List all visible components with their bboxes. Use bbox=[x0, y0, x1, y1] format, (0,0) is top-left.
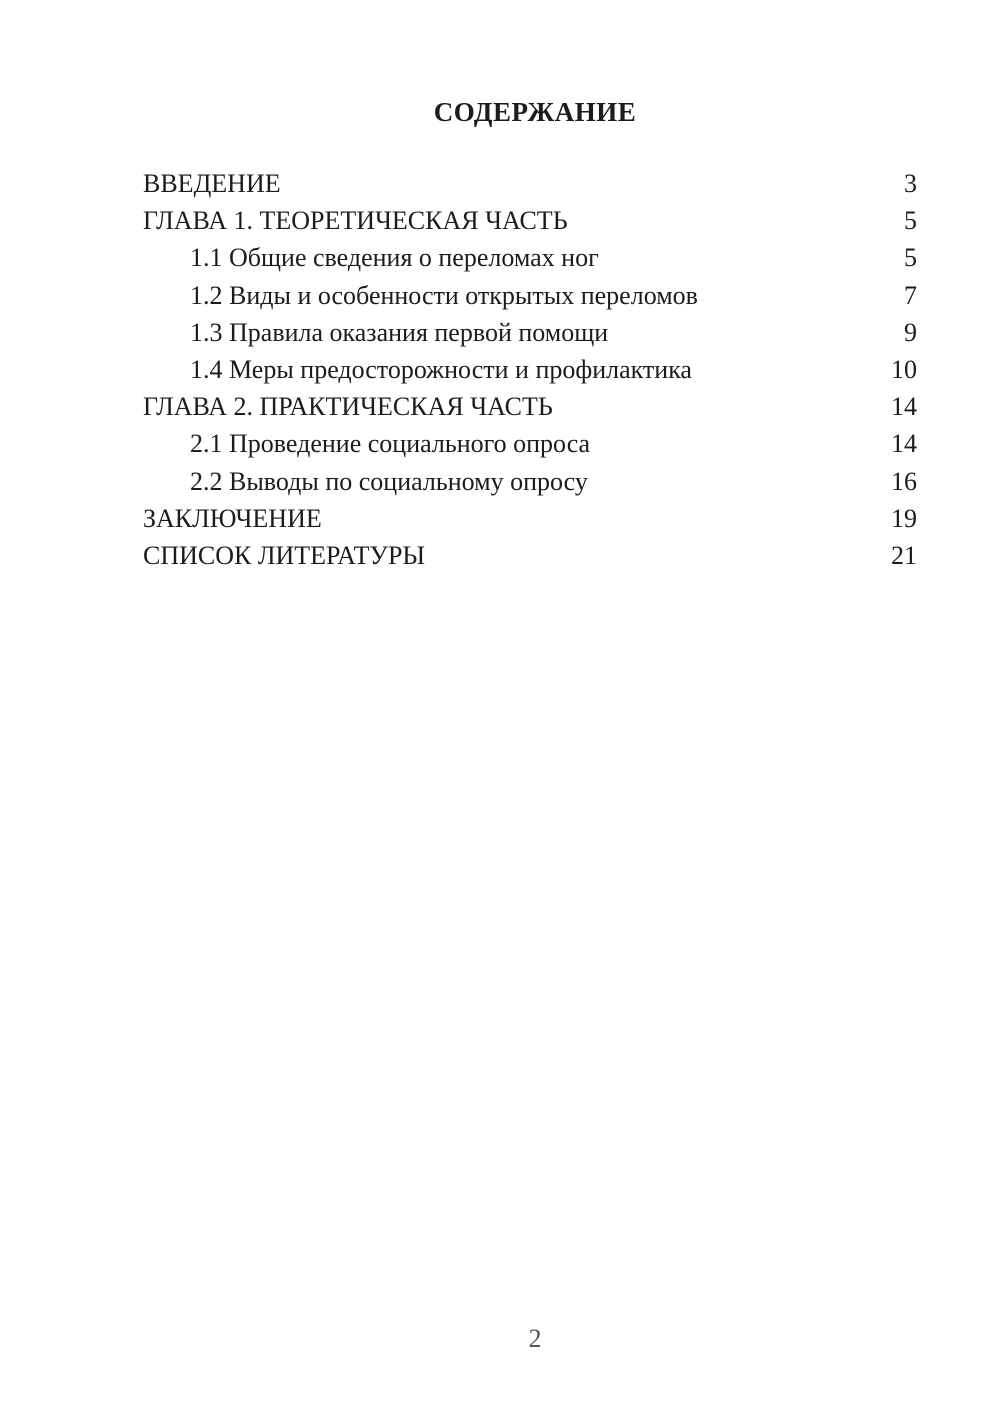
toc-entry-label: ЗАКЛЮЧЕНИЕ bbox=[143, 503, 322, 533]
toc-row bbox=[143, 239, 917, 276]
toc-entry-label: 1.3 Правила оказания первой помощи bbox=[190, 317, 609, 347]
toc-row bbox=[143, 537, 917, 574]
toc-entry-page-number: 5 bbox=[904, 206, 917, 236]
toc-entry-page-number: 5 bbox=[904, 243, 917, 273]
toc-row bbox=[143, 277, 917, 314]
toc-entry-label: СПИСОК ЛИТЕРАТУРЫ bbox=[143, 540, 426, 570]
toc-entry-label: 2.2 Выводы по социальному опросу bbox=[190, 466, 588, 496]
toc-entry-page-number: 14 bbox=[891, 392, 917, 422]
toc-entry-label: 1.4 Меры предосторожности и профилактика bbox=[190, 354, 692, 384]
toc-entry-page-number: 19 bbox=[891, 503, 917, 533]
toc-row bbox=[143, 500, 917, 537]
toc-list bbox=[143, 165, 917, 574]
toc-row bbox=[143, 202, 917, 239]
toc-entry-page-number: 14 bbox=[891, 429, 917, 459]
toc-entry-page-number: 10 bbox=[891, 354, 917, 384]
toc-row bbox=[143, 425, 917, 462]
toc-row bbox=[143, 388, 917, 425]
toc-entry-label: ВВЕДЕНИЕ bbox=[143, 169, 281, 198]
toc-entry-label: ГЛАВА 2. ПРАКТИЧЕСКАЯ ЧАСТЬ bbox=[143, 392, 553, 422]
toc-row bbox=[143, 463, 917, 500]
page-title: СОДЕРЖАНИЕ bbox=[433, 97, 637, 127]
toc-entry-label: 1.2 Виды и особенности открытых переломов bbox=[190, 280, 698, 310]
footer-page-number: 2 bbox=[528, 1324, 542, 1353]
toc-row bbox=[143, 351, 917, 388]
toc-row bbox=[143, 314, 917, 351]
toc-entry-label: 2.1 Проведение социального опроса bbox=[190, 429, 591, 459]
toc-entry-label: 1.1 Общие сведения о переломах ног bbox=[190, 243, 599, 273]
toc-entry-page-number: 16 bbox=[891, 466, 917, 496]
toc-entry-page-number: 21 bbox=[891, 540, 917, 570]
toc-entry-label: ГЛАВА 1. ТЕОРЕТИЧЕСКАЯ ЧАСТЬ bbox=[143, 206, 568, 236]
toc-entry-page-number: 7 bbox=[904, 280, 917, 310]
toc-entry-page-number: 3 bbox=[904, 169, 917, 198]
toc-entry-page-number: 9 bbox=[904, 317, 917, 347]
toc-row bbox=[143, 165, 917, 202]
